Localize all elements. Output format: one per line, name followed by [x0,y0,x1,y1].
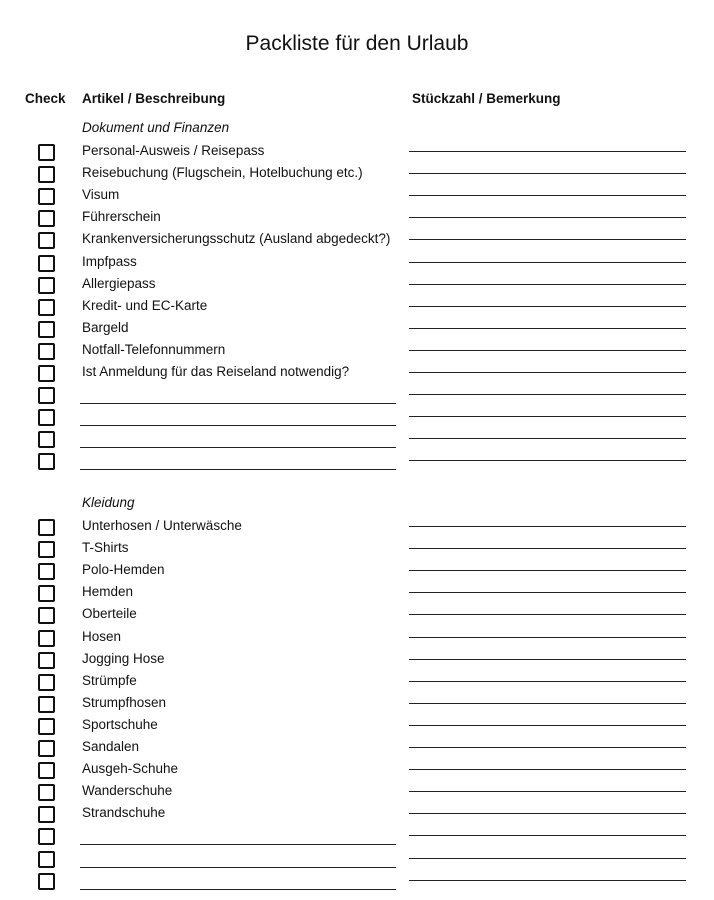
item-label: Impfpass [82,253,137,269]
checkbox[interactable] [38,851,55,868]
count-write-line[interactable] [409,239,686,240]
checkbox[interactable] [38,563,55,580]
count-write-line[interactable] [409,416,686,417]
count-write-line[interactable] [409,284,686,285]
checklist-row [0,738,714,760]
count-write-line[interactable] [409,526,686,527]
checklist-row [0,363,714,385]
checkbox[interactable] [38,277,55,294]
article-write-line[interactable] [80,889,396,890]
section-title-documents: Dokument und Finanzen [82,120,230,135]
item-label: Strandschuhe [82,805,166,821]
item-label: Hemden [82,584,134,600]
checkbox[interactable] [38,630,55,647]
checklist-row [0,672,714,694]
article-write-line[interactable] [80,844,396,845]
checklist-row [0,628,714,650]
checkbox[interactable] [38,255,55,272]
item-label: Strümpfe [82,672,137,688]
count-write-line[interactable] [409,769,686,770]
checkbox[interactable] [38,144,55,161]
checkbox[interactable] [38,652,55,669]
checklist-row [0,760,714,782]
count-write-line[interactable] [409,659,686,660]
checklist-row [0,716,714,738]
count-write-line[interactable] [409,592,686,593]
count-write-line[interactable] [409,725,686,726]
count-write-line[interactable] [409,681,686,682]
checkbox[interactable] [38,740,55,757]
article-write-line[interactable] [80,403,396,404]
item-label: Krankenversicherungsschutz (Ausland abgedeckt?) [82,231,391,247]
item-label: Sportschuhe [82,716,158,732]
checkbox[interactable] [38,541,55,558]
item-label: Reisebuchung (Flugschein, Hotelbuchung etc.) [82,165,363,181]
checkbox[interactable] [38,585,55,602]
checkbox[interactable] [38,453,55,470]
count-write-line[interactable] [409,173,686,174]
checklist-row [0,871,714,893]
count-write-line[interactable] [409,791,686,792]
count-write-line[interactable] [409,703,686,704]
article-write-line[interactable] [80,425,396,426]
item-label: Ausgeh-Schuhe [82,761,179,777]
count-write-line[interactable] [409,835,686,836]
count-write-line[interactable] [409,372,686,373]
count-write-line[interactable] [409,570,686,571]
item-label: Notfall-Telefonnummern [82,341,226,357]
article-write-line[interactable] [80,867,396,868]
checkbox[interactable] [38,674,55,691]
item-label: Visum [82,187,120,203]
item-label: Ist Anmeldung für das Reiseland notwendig? [82,364,350,379]
item-label: Allergiepass [82,275,156,291]
checkbox[interactable] [38,718,55,735]
count-write-line[interactable] [409,614,686,615]
checklist-row [0,583,714,605]
count-write-line[interactable] [409,262,686,263]
item-label: Jogging Hose [82,650,165,666]
item-label: Strumpfhosen [82,694,167,710]
checklist-row [0,849,714,871]
checklist-row [0,605,714,627]
checklist-row [0,319,714,341]
checkbox[interactable] [38,409,55,426]
checkbox[interactable] [38,519,55,536]
checklist-row [0,782,714,804]
checkbox[interactable] [38,343,55,360]
checkbox[interactable] [38,232,55,249]
count-write-line[interactable] [409,195,686,196]
checklist-row [0,451,714,473]
checklist-row [0,253,714,275]
count-write-line[interactable] [409,637,686,638]
count-write-line[interactable] [409,858,686,859]
count-write-line[interactable] [409,394,686,395]
checklist-row [0,385,714,407]
checklist-row [0,341,714,363]
column-header-count: Stückzahl / Bemerkung [412,91,561,106]
count-write-line[interactable] [409,217,686,218]
item-label: Polo-Hemden [82,562,165,578]
article-write-line[interactable] [80,447,396,448]
checklist-row [0,429,714,451]
item-label: Kredit- und EC-Karte [82,297,208,313]
page-title: Packliste für den Urlaub [245,32,469,55]
item-label: Bargeld [82,319,129,335]
checklist-row [0,804,714,826]
count-write-line[interactable] [409,151,686,152]
checklist-row [0,186,714,208]
item-label: Wanderschuhe [82,783,173,799]
checkbox[interactable] [38,431,55,448]
checkbox[interactable] [38,806,55,823]
section-title-clothing: Kleidung [82,495,135,510]
item-label: Oberteile [82,606,137,622]
checklist-row [0,208,714,230]
checkbox[interactable] [38,387,55,404]
count-write-line[interactable] [409,306,686,307]
checklist-row [0,539,714,561]
item-label: Sandalen [82,739,140,754]
checkbox[interactable] [38,828,55,845]
count-write-line[interactable] [409,880,686,881]
checklist-row [0,407,714,429]
column-header-check: Check [25,91,66,106]
item-label: Hosen [82,628,122,644]
checklist-row [0,275,714,297]
item-label: Unterhosen / Unterwäsche [82,518,242,533]
checkbox[interactable] [38,365,55,382]
count-write-line[interactable] [409,548,686,549]
column-header-article: Artikel / Beschreibung [82,91,226,106]
checkbox[interactable] [38,210,55,227]
checkbox[interactable] [38,188,55,205]
checkbox[interactable] [38,762,55,779]
checklist-row [0,694,714,716]
checkbox[interactable] [38,166,55,183]
checkbox[interactable] [38,784,55,801]
count-write-line[interactable] [409,813,686,814]
count-write-line[interactable] [409,747,686,748]
count-write-line[interactable] [409,438,686,439]
checklist-row [0,297,714,319]
checkbox[interactable] [38,696,55,713]
checklist-row [0,650,714,672]
checkbox[interactable] [38,607,55,624]
item-label: Führerschein [82,209,161,225]
item-label: T-Shirts [82,540,129,556]
checklist-row [0,826,714,848]
count-write-line[interactable] [409,328,686,329]
checklist-row [0,561,714,583]
item-label: Personal-Ausweis / Reisepass [82,143,265,158]
count-write-line[interactable] [409,350,686,351]
checkbox[interactable] [38,299,55,316]
checkbox[interactable] [38,873,55,890]
checklist-row [0,164,714,186]
checkbox[interactable] [38,321,55,338]
checklist-row [0,142,714,164]
checklist-row [0,517,714,539]
count-write-line[interactable] [409,460,686,461]
checklist-row [0,230,714,252]
article-write-line[interactable] [80,469,396,470]
